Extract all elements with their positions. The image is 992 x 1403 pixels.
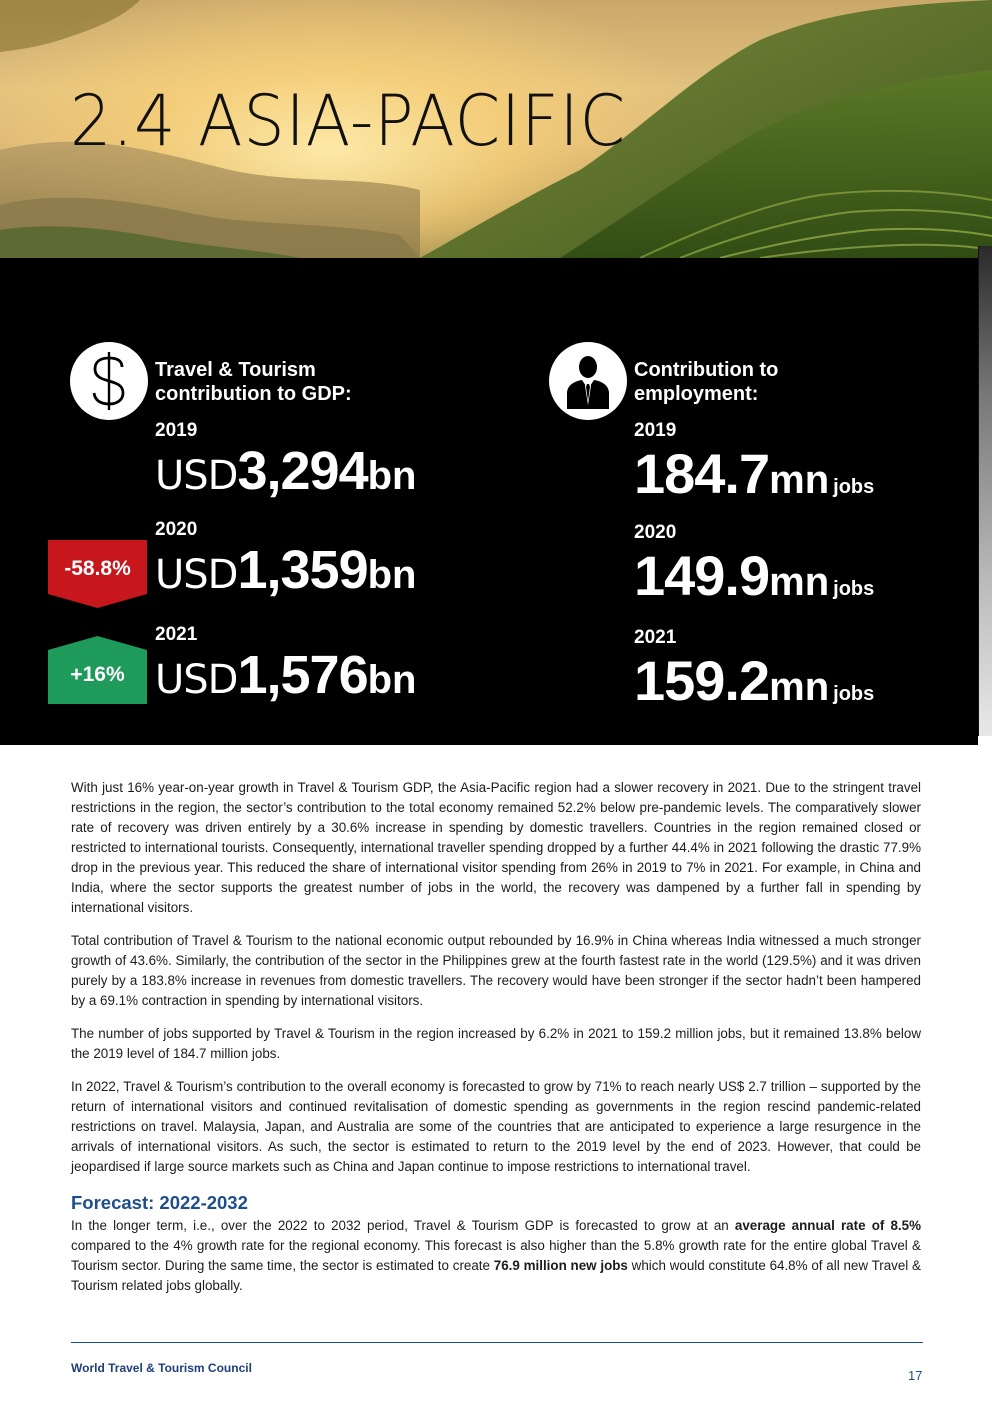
body-text: [71, 778, 921, 1309]
gdp-value-2021: USD1,576bn: [155, 645, 417, 705]
paragraph-4: In 2022, Travel & Tourism’s contribution to the overall economy is forecasted to grow by 71% to reach nearly US$ 2.7 trillion – supported by the return of international visitors and continued revitalisation of domestic spending as governments in the region rescind pandemic-related restrictions on travel. Malaysia, Japan, and Australia are some of the countries that are anticipated to experience a large resurgence in the arrivals of international visitors. As such, the sector is estimated to return to the 2019 level by the end of 2023. However, that could be jeopardised if large source markets such as China and Japan continue to impose restrictions to international travel.: [71, 1079, 921, 1174]
gdp-year-2021: 2021: [155, 624, 198, 645]
employment-year-2021: 2021: [634, 627, 677, 648]
paragraph-2: Total contribution of Travel & Tourism to the national economic output rebounded by 16.9% in China whereas India witnessed a much stronger growth of 43.6%. Similarly, the contribution of the sector in the Philippines grew at the fourth fastest rate in the world (129.5%) and it was driven purely by a 183.8% increase in revenues from domestic travellers. The recovery would have been stronger if the sector hadn’t been hampered by a 69.1% contraction in spending by international visitors.: [71, 933, 921, 1008]
page-number: 17: [908, 1368, 923, 1383]
footer-organization: World Travel & Tourism Council: [71, 1361, 252, 1375]
forecast-heading: Forecast: 2022-2032: [71, 1192, 248, 1213]
gdp-year-2020: 2020: [155, 519, 198, 540]
businessman-icon: [549, 342, 627, 420]
employment-heading: Contribution to employment:: [634, 359, 779, 405]
gdp-change-badge-2021: +16%: [48, 636, 147, 706]
edge-strip: [978, 246, 992, 736]
employment-year-2020: 2020: [634, 522, 677, 543]
hero-banner: [0, 0, 992, 258]
gdp-change-badge-2020: -58.8%: [48, 540, 147, 610]
paragraph-3: The number of jobs supported by Travel & Tourism in the region increased by 6.2% in 2021 to 159.2 million jobs, but it remained 13.8% below the 2019 level of 184.7 million jobs.: [71, 1026, 921, 1061]
employment-value-2019: 184.7mn jobs: [634, 442, 875, 505]
employment-value-2020: 149.9mn jobs: [634, 544, 875, 607]
gdp-year-2019: 2019: [155, 420, 198, 441]
page-title: 2.4 ASIA-PACIFIC: [70, 80, 626, 162]
footer-divider: [71, 1342, 923, 1343]
gdp-value-2020: USD1,359bn: [155, 540, 417, 600]
paragraph-1: With just 16% year-on-year growth in Travel & Tourism GDP, the Asia-Pacific region had a slower recovery in 2021. Due to the stringent travel restrictions in the region, the sector’s contribution to the total economy remained 52.2% below pre-pandemic levels. The comparatively slower rate of recovery was driven entirely by a 30.6% increase in spending by domestic travellers. Countries in the region remained closed or restricted to international tourists. Consequently, international traveller spending dropped by a further 44.4% in 2021 following the drastic 77.9% drop in the previous year. This reduced the share of international visitor spending from 26% in 2019 to 7% in 2021. For example, in China and India, where the sector supports the greatest number of jobs in the world, the recovery was dampened by a further fall in spending by international visitors.: [71, 780, 921, 915]
employment-year-2019: 2019: [634, 420, 677, 441]
dollar-icon: [70, 342, 148, 420]
paragraph-5: In the longer term, i.e., over the 2022 to 2032 period, Travel & Tourism GDP is forecasted to grow at an average annual rate of 8.5% compared to the 4% growth rate for the regional economy. This forecast is also higher than the 5.8% growth rate for the entire global Travel & Tourism sector. During the same time, the sector is estimated to create 76.9 million new jobs which would constitute 64.8% of all new Travel & Tourism related jobs globally.: [71, 1218, 922, 1293]
gdp-heading: Travel & Tourism contribution to GDP:: [155, 359, 352, 405]
employment-value-2021: 159.2mn jobs: [634, 649, 875, 712]
stats-panel: [0, 258, 978, 745]
gdp-value-2019: USD3,294bn: [155, 441, 417, 501]
